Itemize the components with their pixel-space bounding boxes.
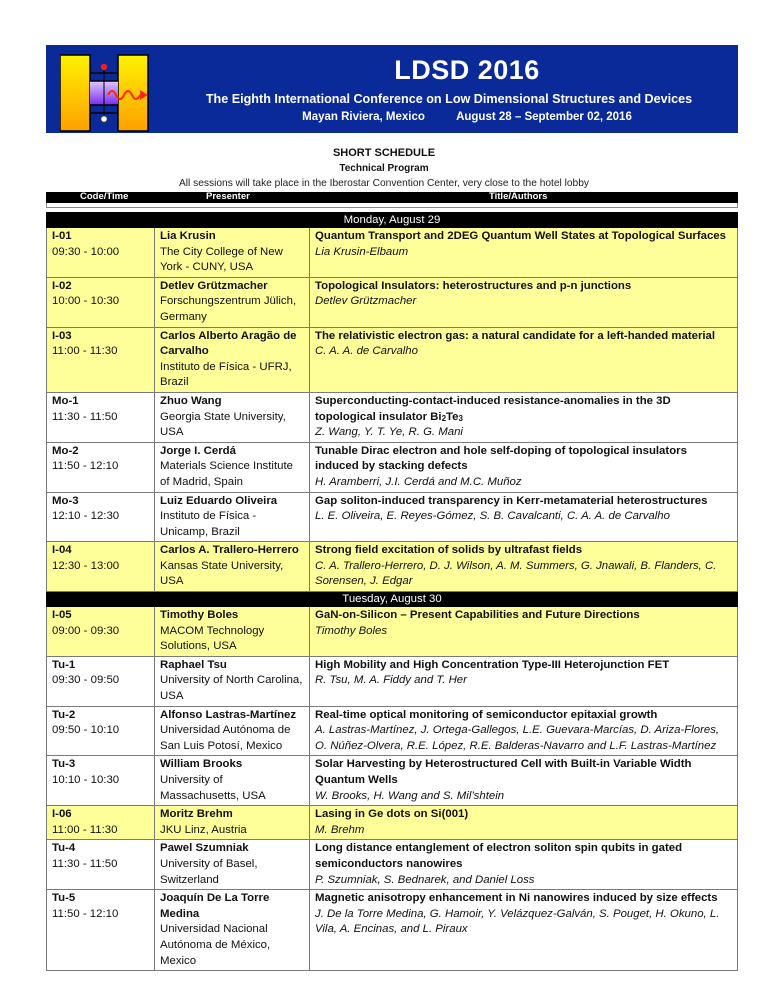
- title-authors-cell: [310, 706, 738, 756]
- presenter-cell: [155, 277, 310, 327]
- presenter-name: Joaquín De La Torre Medina: [160, 892, 270, 920]
- header-spacer: [46, 203, 738, 208]
- column-header-title-authors: Title/Authors: [489, 191, 548, 202]
- talk-time: 09:50 - 10:10: [52, 724, 120, 737]
- talk-time: 11:50 - 12:10: [52, 460, 119, 473]
- presenter-cell: [155, 756, 310, 806]
- talk-code: I-03: [52, 329, 72, 342]
- talk-code: Tu-3: [52, 758, 76, 771]
- talk-authors: M. Brehm: [315, 823, 365, 836]
- conference-location-dates: [196, 111, 738, 123]
- presenter-affiliation: Instituto de Física - Unicamp, Brazil: [160, 510, 257, 538]
- presenter-affiliation: Forschungszentrum Jülich, Germany: [160, 295, 297, 323]
- talk-authors: R. Tsu, M. A. Fiddy and T. Her: [315, 674, 467, 687]
- code-time-cell: [47, 327, 155, 392]
- invited-talk-row: [47, 806, 738, 840]
- presenter-cell: [155, 442, 310, 492]
- presenter-affiliation: Materials Science Institute of Madrid, Spain: [160, 460, 293, 488]
- column-header-code-time: Code/Time: [80, 191, 129, 202]
- presenter-cell: [155, 392, 310, 442]
- presenter-name: Carlos A. Trallero-Herrero: [160, 544, 299, 557]
- presenter-name: Pawel Szumniak: [160, 842, 249, 855]
- code-time-cell: [47, 706, 155, 756]
- talk-authors: Detlev Grützmacher: [315, 295, 417, 308]
- title-authors-cell: [310, 392, 738, 442]
- talk-code: I-01: [52, 230, 72, 242]
- code-time-cell: [47, 607, 155, 657]
- talk-time: 12:10 - 12:30: [52, 510, 120, 523]
- conference-subtitle: The Eighth International Conference on Low Dimensional Structures and Devices: [205, 92, 693, 106]
- talk-code: I-05: [52, 609, 72, 622]
- presenter-name: Detlev Grützmacher: [160, 279, 268, 292]
- code-time-cell: [47, 542, 155, 592]
- talk-row: [47, 756, 738, 806]
- title-authors-cell: [310, 756, 738, 806]
- presenter-affiliation: University of Basel, Switzerland: [160, 857, 258, 886]
- title-authors-cell: [310, 442, 738, 492]
- presenter-cell: [155, 542, 310, 592]
- talk-title: Real-time optical monitoring of semiconductor epitaxial growth: [315, 708, 658, 721]
- presenter-affiliation: The City College of New York - CUNY, USA: [160, 245, 283, 274]
- presenter-cell: [155, 656, 310, 706]
- talk-code: Tu-4: [52, 842, 76, 855]
- code-time-cell: [47, 756, 155, 806]
- talk-title: Magnetic anisotropy enhancement in Ni nanowires induced by size effects: [315, 892, 718, 905]
- presenter-cell: [155, 607, 310, 657]
- talk-time: 09:30 - 10:00: [52, 245, 120, 258]
- talk-title: GaN-on-Silicon – Present Capabilities and Future Directions: [315, 609, 640, 622]
- talk-row: [47, 890, 738, 971]
- day-label: Tuesday, August 30: [47, 592, 738, 607]
- talk-code: I-04: [52, 544, 72, 557]
- talk-code: Mo-3: [52, 494, 79, 507]
- talk-title: Superconducting-contact-induced resistance-anomalies in the 3D topological insulator $Bi_2Te_3$: [315, 394, 671, 423]
- talk-time: 09:00 - 09:30: [52, 624, 120, 637]
- talk-time: 11:30 - 11:50: [52, 857, 118, 870]
- presenter-name: Raphael Tsu: [160, 658, 227, 671]
- title-authors-cell: [310, 228, 738, 278]
- code-time-cell: [47, 806, 155, 840]
- presenter-cell: [155, 228, 310, 278]
- presenter-affiliation: Georgia State University, USA: [160, 410, 286, 439]
- presenter-name: Timothy Boles: [160, 609, 239, 622]
- presenter-affiliation: JKU Linz, Austria: [160, 823, 247, 836]
- talk-title: Topological Insulators: heterostructures and p-n junctions: [315, 279, 632, 292]
- talk-authors: P. Szumniak, S. Bednarek, and Daniel Loss: [315, 873, 535, 886]
- title-authors-cell: [310, 492, 738, 542]
- invited-talk-row: [47, 542, 738, 592]
- presenter-affiliation: University of Massachusetts, USA: [160, 774, 266, 802]
- talk-authors: Z. Wang, Y. T. Ye, R. G. Mani: [315, 426, 463, 439]
- talk-time: 10:00 - 10:30: [52, 295, 120, 308]
- title-authors-cell: [310, 890, 738, 971]
- talk-authors: H. Aramberri, J.I. Cerdá and M.C. Muñoz: [315, 475, 522, 488]
- talk-code: I-06: [52, 808, 72, 821]
- invited-talk-row: [47, 277, 738, 327]
- talk-code: Tu-5: [52, 892, 76, 905]
- talk-authors: J. De la Torre Medina, G. Hamoir, Y. Velázquez-Galván, S. Pouget, H. Okuno, L. Vila, A. Encinas, and L. Piraux: [315, 907, 720, 936]
- code-time-cell: [47, 492, 155, 542]
- presenter-cell: [155, 840, 310, 890]
- presenter-cell: [155, 492, 310, 542]
- code-time-cell: [47, 840, 155, 890]
- title-authors-cell: [310, 806, 738, 840]
- conference-title: LDSD 2016: [394, 55, 540, 85]
- talk-title: Gap soliton-induced transparency in Kerr-metamaterial heterostructures: [315, 494, 708, 507]
- code-time-cell: [47, 392, 155, 442]
- presenter-name: Lia Krusin: [160, 230, 216, 242]
- invited-talk-row: [47, 607, 738, 657]
- column-header-bar: [46, 192, 738, 203]
- talk-title: Solar Harvesting by Heterostructured Cell with Built-in Variable Width Quantum Wells: [315, 758, 692, 786]
- talk-row: [47, 392, 738, 442]
- code-time-cell: [47, 656, 155, 706]
- title-authors-cell: [310, 327, 738, 392]
- presenter-affiliation: Universidad Autónoma de San Luis Potosí, Mexico: [160, 724, 291, 752]
- talk-row: [47, 492, 738, 542]
- talk-row: [47, 656, 738, 706]
- presenter-affiliation: University of North Carolina, USA: [160, 674, 303, 703]
- presenter-name: Jorge I. Cerdá: [160, 444, 236, 457]
- talk-title: High Mobility and High Concentration Type-III Heterojunction FET: [315, 658, 670, 671]
- talk-row: [47, 840, 738, 890]
- day-label: Monday, August 29: [47, 213, 738, 228]
- code-time-cell: [47, 890, 155, 971]
- talk-title: Quantum Transport and 2DEG Quantum Well States at Topological Surfaces: [315, 230, 726, 242]
- talk-authors: Lia Krusin-Elbaum: [315, 245, 409, 258]
- talk-authors: W. Brooks, H. Wang and S. Mil’shtein: [315, 789, 505, 802]
- presenter-name: Zhuo Wang: [160, 394, 222, 407]
- presenter-cell: [155, 890, 310, 971]
- presenter-affiliation: MACOM Technology Solutions, USA: [160, 624, 265, 653]
- talk-time: 12:30 - 13:00: [52, 559, 120, 572]
- talk-title: The relativistic electron gas: a natural candidate for a left-handed material: [315, 329, 716, 342]
- schedule-table: [46, 212, 738, 971]
- code-time-cell: [47, 442, 155, 492]
- presenter-cell: [155, 806, 310, 840]
- presenter-name: Moritz Brehm: [160, 808, 233, 821]
- presenter-cell: [155, 706, 310, 756]
- talk-time: 11:00 - 11:30: [52, 823, 118, 836]
- conference-location: Mayan Riviera, Mexico: [302, 111, 425, 123]
- day-header-row: [47, 592, 738, 607]
- talk-code: Tu-1: [52, 658, 76, 671]
- presenter-name: Carlos Alberto Aragão de Carvalho: [160, 329, 297, 358]
- talk-time: 11:30 - 11:50: [52, 410, 118, 423]
- talk-row: [47, 442, 738, 492]
- short-schedule-heading: SHORT SCHEDULE: [332, 147, 436, 159]
- talk-code: I-02: [52, 279, 72, 292]
- presenter-name: Luiz Eduardo Oliveira: [160, 494, 278, 507]
- presenter-name: William Brooks: [160, 758, 243, 771]
- column-header-presenter: Presenter: [206, 191, 250, 202]
- talk-row: [47, 706, 738, 756]
- talk-authors: L. E. Oliveira, E. Reyes-Gómez, S. B. Cavalcanti, C. A. A. de Carvalho: [315, 510, 670, 523]
- talk-time: 11:50 - 12:10: [52, 907, 119, 920]
- code-time-cell: [47, 228, 155, 278]
- invited-talk-row: [47, 228, 738, 278]
- presenter-affiliation: Universidad Nacional Autónoma de México, Mexico: [160, 923, 271, 967]
- talk-title: Strong field excitation of solids by ultrafast fields: [315, 544, 583, 557]
- talk-time: 10:10 - 10:30: [52, 774, 120, 786]
- talk-title: Tunable Dirac electron and hole self-doping of topological insulators induced by stacking defects: [315, 444, 687, 473]
- presenter-affiliation: Kansas State University, USA: [160, 559, 284, 588]
- talk-authors: Timothy Boles: [315, 624, 388, 637]
- presenter-affiliation: Instituto de Física - UFRJ, Brazil: [160, 360, 292, 389]
- day-header-row: [47, 213, 738, 228]
- h-heterostructure-logo-icon: [60, 53, 156, 133]
- presenter-name: Alfonso Lastras-Martínez: [160, 708, 297, 721]
- presenter-cell: [155, 327, 310, 392]
- talk-code: Mo-1: [52, 394, 79, 407]
- talk-authors: C. A. A. de Carvalho: [315, 345, 418, 358]
- talk-code: Tu-2: [52, 708, 76, 721]
- title-authors-cell: [310, 840, 738, 890]
- title-authors-cell: [310, 277, 738, 327]
- title-authors-cell: [310, 607, 738, 657]
- talk-title: Lasing in Ge dots on Si(001): [315, 808, 469, 821]
- code-time-cell: [47, 277, 155, 327]
- talk-code: Mo-2: [52, 444, 79, 457]
- talk-title: Long distance entanglement of electron soliton spin qubits in gated semiconductors nanowires: [315, 842, 683, 870]
- talk-time: 09:30 - 09:50: [52, 674, 120, 687]
- venue-note: All sessions will take place in the Iberostar Convention Center, very close to the hotel lobby: [179, 178, 589, 189]
- conference-banner: [46, 45, 738, 133]
- talk-authors: C. A. Trallero-Herrero, D. J. Wilson, A. M. Summers, G. Jnawali, B. Flanders, C. Sorensen, J. Edgar: [315, 559, 717, 588]
- talk-time: 11:00 - 11:30: [52, 345, 118, 358]
- title-authors-cell: [310, 656, 738, 706]
- invited-talk-row: [47, 327, 738, 392]
- technical-program-heading: Technical Program: [339, 163, 429, 174]
- conference-dates: August 28 – September 02, 2016: [456, 111, 632, 123]
- title-authors-cell: [310, 542, 738, 592]
- talk-authors: A. Lastras-Martínez, J. Ortega-Gallegos, L.E. Guevara-Marcías, D. Ariza-Flores, O. Núñez-Olvera, R.E. López, R.E. Balderas-Navarro and L.F. Lastras-Martínez: [315, 724, 720, 752]
